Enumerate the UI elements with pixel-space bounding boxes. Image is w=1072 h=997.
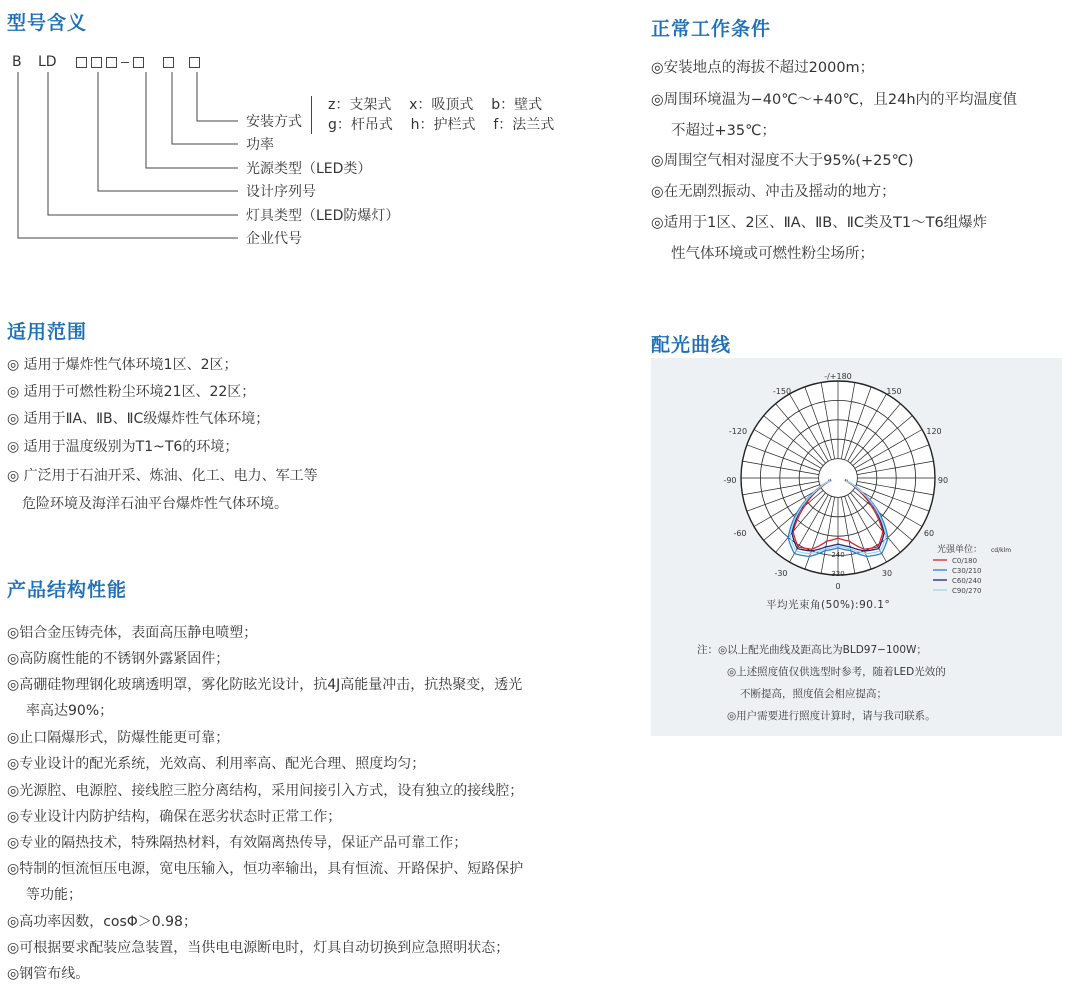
legend-label: C30/210 (952, 567, 982, 575)
curve-title: 配光曲线 (651, 334, 732, 356)
performance-item: ◎专业设计内防护结构，确保在恶劣状态时正常工作； (7, 809, 342, 825)
angle-label-150: 150 (886, 387, 902, 396)
conditions-item: 性气体环境或可燃性粉尘场所； (671, 246, 874, 262)
performance-item: ◎止口隔爆形式，防爆性能更可靠； (7, 730, 230, 746)
conditions-item: ◎周围空气相对湿度不大于95%(+25℃) (651, 153, 914, 169)
radial-label: 320 (831, 570, 845, 578)
legend-label: C0/180 (952, 557, 978, 565)
model-mount-row1: z：支架式 x：吸顶式 b：壁式 (328, 97, 543, 113)
model-mount-bracket (311, 96, 312, 134)
model-item: 企业代号 (246, 231, 302, 247)
model-item: 光源类型（LED类） (246, 161, 372, 177)
performance-item: ◎铝合金压铸壳体，表面高压静电喷塑； (7, 625, 258, 641)
legend-unit: cd/klm (991, 547, 1012, 554)
performance-item: ◎高硼硅物理钢化玻璃透明罩，雾化防眩光设计，抗4J高能量冲击，抗热聚变，透光 (7, 677, 523, 693)
performance-item: ◎专业的隔热技术，特殊隔热材料，有效隔离热传导，保证产品可靠工作； (7, 835, 468, 851)
angle-label-30: 30 (881, 569, 893, 578)
model-code-b: B (12, 54, 22, 70)
curve-note: ◎上述照度值仅供选型时参考，随着LED光效的 (727, 666, 946, 678)
model-item: 设计序列号 (246, 184, 316, 200)
scope-title: 适用范围 (7, 321, 88, 343)
curve-note: ◎用户需要进行照度计算时，请与我司联系。 (727, 710, 936, 722)
curve-panel (651, 358, 1062, 736)
performance-item: ◎特制的恒流恒压电源，宽电压输入，恒功率输出，具有恒流、开路保护、短路保护 (7, 861, 524, 877)
performance-item: ◎光源腔、电源腔、接线腔三腔分离结构，采用间接引入方式，设有独立的接线腔； (7, 783, 524, 799)
legend-title: 光强单位： (937, 545, 983, 555)
legend (933, 557, 982, 595)
model-code-ld: LD (38, 54, 57, 70)
angle-label-60: 60 (923, 529, 935, 538)
radial-label: 240 (831, 551, 845, 559)
scope-item: ◎ 适用于可燃性粉尘环境21区、22区； (7, 384, 256, 400)
scope-item: ◎ 适用于爆炸性气体环境1区、2区； (7, 357, 238, 373)
conditions-item: ◎适用于1区、2区、ⅡA、ⅡB、ⅡC类及T1～T6组爆炸 (651, 215, 988, 231)
model-mount-row2: g：杆吊式 h：护栏式 f：法兰式 (328, 117, 555, 133)
conditions-item: ◎周围环境温为−40℃～+40℃，且24h内的平均温度值 (651, 92, 1018, 108)
angle-label-120: 120 (926, 427, 942, 436)
model-title: 型号含义 (7, 12, 88, 34)
scope-item: ◎ 广泛用于石油开采、炼油、化工、电力、军工等 (7, 468, 318, 484)
conditions-item: ◎安装地点的海拔不超过2000m； (651, 60, 875, 76)
polar-diagram (651, 358, 1062, 608)
model-item: 灯具类型（LED防爆灯） (246, 208, 400, 224)
model-mount-label: 安装方式 (246, 114, 302, 130)
performance-item: ◎可根据要求配装应急装置，当供电电源断电时，灯具自动切换到应急照明状态； (7, 940, 510, 956)
angle-label-0: 0 (835, 582, 841, 591)
scope-item: ◎ 适用于温度级别为T1~T6的环境； (7, 439, 239, 455)
performance-item: ◎高防腐性能的不锈钢外露紧固件； (7, 651, 230, 667)
conditions-item: 不超过+35℃； (671, 123, 776, 139)
angle-label-minus120: -120 (728, 427, 748, 436)
performance-item: 等功能； (26, 887, 82, 903)
angle-label-minus90: -90 (723, 476, 737, 485)
curve-note: 注：◎以上配光曲线及距高比为BLD97−100W； (697, 644, 927, 656)
angle-label-minus150: -150 (772, 387, 792, 396)
model-item: 功率 (246, 137, 274, 153)
angle-label-180: -/+180 (824, 372, 852, 381)
angle-label-minus30: -30 (774, 569, 788, 578)
model-connector-lines (0, 60, 250, 260)
beam-angle: 平均光束角(50%):90.1° (766, 599, 891, 611)
performance-item: ◎专业设计的配光系统，光效高、利用率高、配光合理、照度均匀； (7, 756, 426, 772)
performance-item: ◎钢管布线。 (7, 966, 90, 982)
legend-label: C60/240 (952, 577, 982, 585)
performance-item: ◎高功率因数，cosΦ＞0.98； (7, 914, 197, 930)
scope-item: ◎ 适用于ⅡA、ⅡB、ⅡC级爆炸性气体环境； (7, 411, 270, 427)
legend-label: C90/270 (952, 587, 982, 595)
conditions-item: ◎在无剧烈振动、冲击及摇动的地方； (651, 184, 896, 200)
curve-note: 不断提高，照度值会相应提高； (740, 688, 887, 700)
scope-item: 危险环境及海洋石油平台爆炸性气体环境。 (22, 496, 288, 512)
angle-label-minus60: -60 (733, 529, 747, 538)
conditions-title: 正常工作条件 (651, 18, 772, 40)
angle-label-90: 90 (937, 476, 949, 485)
performance-item: 率高达90%； (26, 703, 114, 719)
performance-title: 产品结构性能 (7, 579, 128, 601)
